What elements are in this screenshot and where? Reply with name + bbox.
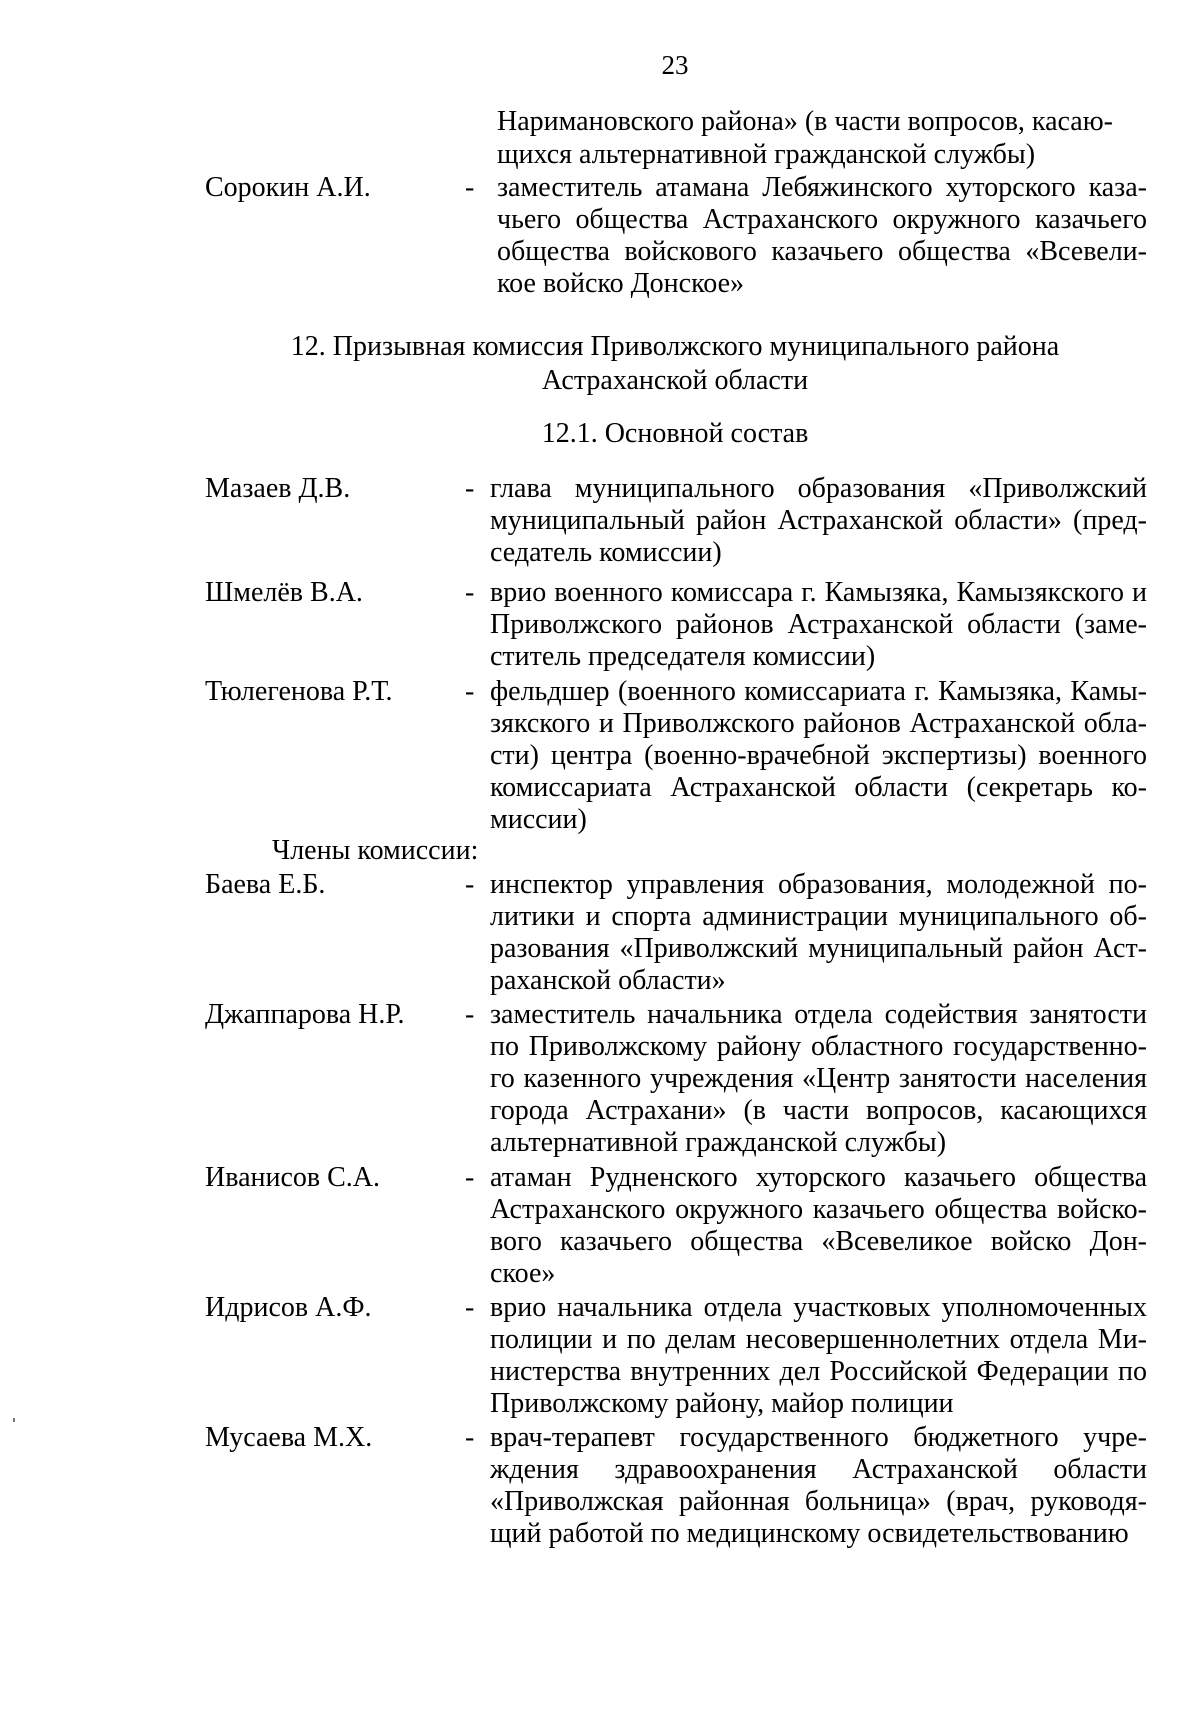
entry-dash: - xyxy=(465,577,475,608)
member-description: врио военного комиссара г. Камызяка, Камызякского и Приволжского районов Астраханской области (заме-ститель председателя комиссии) xyxy=(490,577,1147,672)
member-name: Баева Е.Б. xyxy=(205,869,326,900)
entry-dash: - xyxy=(465,1162,475,1193)
section-heading-line2: Астраханской области xyxy=(541,365,809,396)
member-description: фельдшер (военного комиссариата г. Камызяка, Камы-зякского и Приволжского районов Астраханской обла-сти) центра (военно-врачебной экспертизы) военного комиссариата Астраханской области (секретарь ко-миссии) xyxy=(490,676,1147,835)
member-name: Мазаев Д.В. xyxy=(205,473,351,504)
entry-dash: - xyxy=(465,999,475,1030)
member-name: Джаппарова Н.Р. xyxy=(205,999,405,1030)
member-description: врач-терапевт государственного бюджетного учре-ждения здравоохранения Астраханской области «Приволжская районная больница» (врач, руководя-щий работой по медицинскому освидетельствованию xyxy=(490,1422,1147,1549)
member-description: атаман Рудненского хуторского казачьего общества Астраханского окружного казачьего общества войско-вого казачьего общества «Всевеликое войско Дон-ское» xyxy=(490,1162,1147,1289)
scan-artifact xyxy=(13,1418,15,1422)
member-description: заместитель атамана Лебяжинского хуторского каза-чьего общества Астраханского окружного казачьего общества войскового казачьего общества «Всевели-кое войско Донское» xyxy=(497,172,1147,299)
entry-dash: - xyxy=(465,473,475,504)
carryover-line: Наримановского района» (в части вопросов, касаю- xyxy=(497,106,1113,137)
member-name: Тюлегенова Р.Т. xyxy=(205,676,393,707)
members-label: Члены комиссии: xyxy=(272,835,479,866)
member-name: Шмелёв В.А. xyxy=(205,577,363,608)
entry-dash: - xyxy=(465,676,475,707)
carryover-line: щихся альтернативной гражданской службы) xyxy=(497,139,1036,170)
member-name: Идрисов А.Ф. xyxy=(205,1292,372,1323)
member-name: Мусаева М.Х. xyxy=(205,1422,373,1453)
member-description: глава муниципального образования «Приволжский муниципальный район Астраханской области» (пред-седатель комиссии) xyxy=(490,473,1147,568)
entry-dash: - xyxy=(465,1422,475,1453)
entry-dash: - xyxy=(465,869,475,900)
member-name: Сорокин А.И. xyxy=(205,172,371,203)
section-heading: 12. Призывная комиссия Приволжского муниципального района xyxy=(290,331,1060,362)
entry-dash: - xyxy=(465,172,475,203)
member-name: Иванисов С.А. xyxy=(205,1162,381,1193)
section-subheading: 12.1. Основной состав xyxy=(541,418,809,449)
member-description: заместитель начальника отдела содействия занятости по Приволжскому району областного государственно-го казенного учреждения «Центр занятости населения города Астрахани» (в части вопросов, касающихся альтернативной гражданской службы) xyxy=(490,999,1147,1158)
entry-dash: - xyxy=(465,1292,475,1323)
member-description: врио начальника отдела участковых уполномоченных полиции и по делам несовершеннолетних отдела Ми-нистерства внутренних дел Российской Федерации по Приволжскому району, майор полиции xyxy=(490,1292,1147,1419)
member-description: инспектор управления образования, молодежной по-литики и спорта администрации муниципального об-разования «Приволжский муниципальный район Аст-раханской области» xyxy=(490,869,1147,996)
page-number: 23 xyxy=(661,50,689,80)
